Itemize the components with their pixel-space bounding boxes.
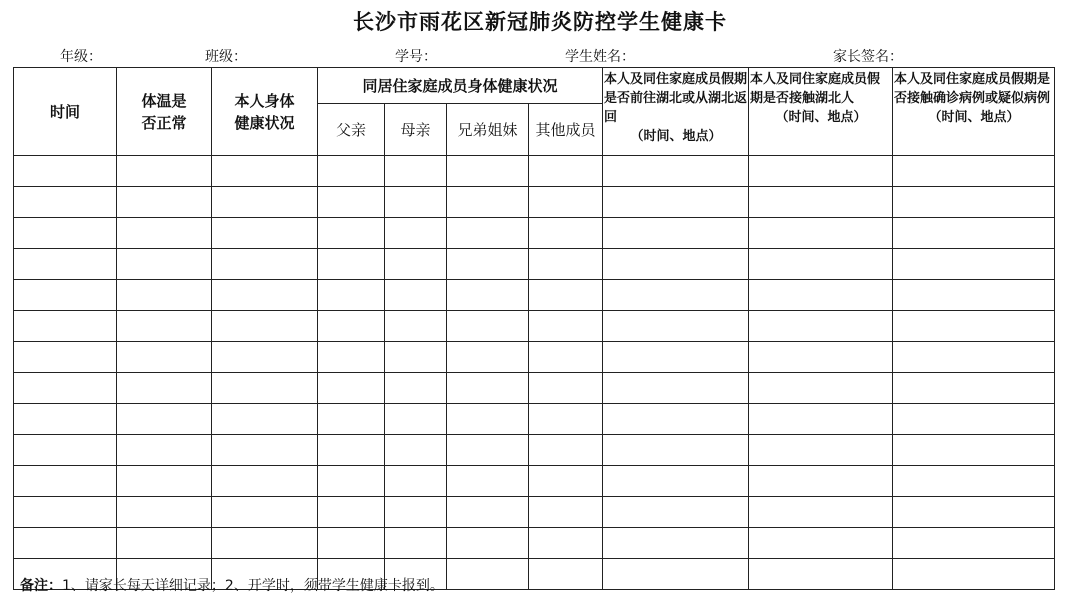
table-cell[interactable]: [749, 497, 893, 528]
table-cell[interactable]: [212, 404, 318, 435]
table-cell[interactable]: [447, 280, 529, 311]
table-cell[interactable]: [117, 404, 212, 435]
parent-sign-label: 家长签名：: [833, 49, 903, 65]
grade-label: 年级：: [60, 49, 102, 65]
table-cell[interactable]: [14, 435, 117, 466]
time-place-hint: （时间、地点）: [630, 129, 722, 144]
table-cell[interactable]: [603, 497, 749, 528]
table-cell[interactable]: [117, 373, 212, 404]
table-cell[interactable]: [529, 187, 603, 218]
table-row: [14, 497, 1055, 528]
col-case-contact-header: 本人及同住家庭成员假期是否接触确诊病例或疑似病例 （时间、地点）: [893, 68, 1055, 156]
table-cell[interactable]: [603, 187, 749, 218]
table-body: [14, 156, 1055, 590]
table-row: [14, 187, 1055, 218]
table-cell[interactable]: [749, 373, 893, 404]
table-cell[interactable]: [385, 528, 447, 559]
table-cell[interactable]: [117, 435, 212, 466]
table-cell[interactable]: [212, 311, 318, 342]
table-cell[interactable]: [529, 404, 603, 435]
table-cell[interactable]: [749, 404, 893, 435]
table-cell[interactable]: [14, 218, 117, 249]
table-cell[interactable]: [117, 156, 212, 187]
table-cell[interactable]: [318, 342, 385, 373]
table-cell[interactable]: [529, 342, 603, 373]
table-cell[interactable]: [749, 280, 893, 311]
table-cell[interactable]: [14, 156, 117, 187]
table-cell[interactable]: [14, 404, 117, 435]
table-cell[interactable]: [14, 466, 117, 497]
table-cell[interactable]: [318, 280, 385, 311]
table-cell[interactable]: [117, 187, 212, 218]
col-temperature-header: 体温是否正常: [117, 68, 212, 156]
table-row: [14, 466, 1055, 497]
table-cell[interactable]: [14, 342, 117, 373]
table-cell[interactable]: [212, 156, 318, 187]
table-cell[interactable]: [318, 373, 385, 404]
note-label: 备注：: [20, 578, 62, 594]
table-cell[interactable]: [385, 435, 447, 466]
table-row: [14, 404, 1055, 435]
table-cell[interactable]: [14, 373, 117, 404]
table-cell[interactable]: [447, 528, 529, 559]
table-row: [14, 528, 1055, 559]
time-place-hint: （时间、地点）: [775, 110, 867, 125]
table-cell[interactable]: [212, 249, 318, 280]
table-cell[interactable]: [117, 280, 212, 311]
table-cell[interactable]: [385, 249, 447, 280]
table-cell[interactable]: [117, 528, 212, 559]
table-cell[interactable]: [603, 435, 749, 466]
table-cell[interactable]: [447, 249, 529, 280]
table-cell[interactable]: [893, 311, 1055, 342]
table-row: [14, 373, 1055, 404]
col-time-header: 时间: [14, 68, 117, 156]
health-card-table: [13, 67, 1055, 590]
table-row: [14, 342, 1055, 373]
table-cell[interactable]: [447, 497, 529, 528]
table-cell[interactable]: [893, 249, 1055, 280]
table-cell[interactable]: [447, 435, 529, 466]
table-cell[interactable]: [318, 156, 385, 187]
col-hubei-contact-header: 本人及同住家庭成员假期是否接触湖北人 （时间、地点）: [749, 68, 893, 156]
table-cell[interactable]: [117, 497, 212, 528]
table-cell[interactable]: [14, 528, 117, 559]
table-cell[interactable]: [893, 404, 1055, 435]
footnote: [20, 575, 444, 595]
table-cell[interactable]: [749, 342, 893, 373]
col-family-health-header: 同居住家庭成员身体健康状况: [318, 68, 603, 104]
table-cell[interactable]: [385, 342, 447, 373]
table-cell[interactable]: [318, 218, 385, 249]
table-cell[interactable]: [14, 280, 117, 311]
student-name-label: 学生姓名：: [565, 49, 635, 65]
table-cell[interactable]: [212, 342, 318, 373]
table-row: [14, 435, 1055, 466]
table-cell[interactable]: [212, 435, 318, 466]
table-cell[interactable]: [603, 342, 749, 373]
table-cell[interactable]: [603, 311, 749, 342]
table-cell[interactable]: [447, 466, 529, 497]
table-cell[interactable]: [749, 249, 893, 280]
table-cell[interactable]: [893, 156, 1055, 187]
table-cell[interactable]: [893, 218, 1055, 249]
table-cell[interactable]: [529, 466, 603, 497]
table-cell[interactable]: [603, 528, 749, 559]
table-cell[interactable]: [385, 497, 447, 528]
table-cell[interactable]: [212, 187, 318, 218]
table-cell[interactable]: [318, 497, 385, 528]
table-cell[interactable]: [212, 373, 318, 404]
table-cell[interactable]: [749, 187, 893, 218]
sub-mother-header: 母亲: [385, 104, 447, 156]
table-cell[interactable]: [447, 373, 529, 404]
table-row: [14, 311, 1055, 342]
table-cell[interactable]: [893, 280, 1055, 311]
table-cell[interactable]: [893, 435, 1055, 466]
table-cell[interactable]: [529, 435, 603, 466]
sub-others-header: 其他成员: [529, 104, 603, 156]
table-cell[interactable]: [749, 311, 893, 342]
table-cell[interactable]: [893, 373, 1055, 404]
table-cell[interactable]: [385, 404, 447, 435]
table-cell[interactable]: [603, 156, 749, 187]
table-cell[interactable]: [318, 528, 385, 559]
table-cell[interactable]: [603, 373, 749, 404]
table-cell[interactable]: [749, 218, 893, 249]
table-cell[interactable]: [447, 156, 529, 187]
note-text: 1、请家长每天详细记录；2、开学时，须带学生健康卡报到。: [62, 578, 444, 594]
table-cell[interactable]: [14, 497, 117, 528]
table-cell[interactable]: [385, 156, 447, 187]
table-cell[interactable]: [117, 466, 212, 497]
table-cell[interactable]: [212, 218, 318, 249]
table-row: [14, 280, 1055, 311]
table-cell[interactable]: [529, 280, 603, 311]
table-cell[interactable]: [447, 187, 529, 218]
table-cell[interactable]: [14, 187, 117, 218]
table-cell[interactable]: [318, 435, 385, 466]
table-cell[interactable]: [212, 497, 318, 528]
table-cell[interactable]: [893, 497, 1055, 528]
table-cell[interactable]: [529, 311, 603, 342]
table-cell[interactable]: [385, 311, 447, 342]
table-cell[interactable]: [447, 404, 529, 435]
table-cell[interactable]: [529, 218, 603, 249]
table-cell[interactable]: [212, 466, 318, 497]
table-cell[interactable]: [117, 311, 212, 342]
table-cell[interactable]: [603, 404, 749, 435]
table-cell[interactable]: [447, 311, 529, 342]
table-cell[interactable]: [117, 218, 212, 249]
table-cell[interactable]: [318, 187, 385, 218]
table-row: [14, 156, 1055, 187]
table-cell[interactable]: [529, 528, 603, 559]
table-cell[interactable]: [893, 466, 1055, 497]
table-cell[interactable]: [385, 218, 447, 249]
table-cell[interactable]: [212, 528, 318, 559]
table-cell[interactable]: [447, 218, 529, 249]
table-row: [14, 218, 1055, 249]
table-cell[interactable]: [529, 249, 603, 280]
table-cell[interactable]: [447, 342, 529, 373]
table-cell[interactable]: [893, 342, 1055, 373]
table-cell[interactable]: [117, 342, 212, 373]
table-cell[interactable]: [385, 280, 447, 311]
page-title: 长沙市雨花区新冠肺炎防控学生健康卡: [353, 9, 727, 34]
table-cell[interactable]: [529, 497, 603, 528]
table-cell[interactable]: [318, 311, 385, 342]
time-place-hint: （时间、地点）: [928, 110, 1020, 125]
class-label: 班级：: [205, 49, 247, 65]
table-cell[interactable]: [385, 187, 447, 218]
table-cell[interactable]: [603, 466, 749, 497]
table-cell[interactable]: [318, 249, 385, 280]
table-cell[interactable]: [603, 249, 749, 280]
table-row: [14, 249, 1055, 280]
table-cell[interactable]: [603, 218, 749, 249]
table-cell[interactable]: [749, 466, 893, 497]
table-cell[interactable]: [749, 156, 893, 187]
table-cell[interactable]: [749, 435, 893, 466]
table-cell[interactable]: [318, 404, 385, 435]
table-cell[interactable]: [893, 187, 1055, 218]
table-cell[interactable]: [893, 528, 1055, 559]
table-cell[interactable]: [14, 311, 117, 342]
table-cell[interactable]: [603, 280, 749, 311]
table-cell[interactable]: [529, 373, 603, 404]
student-no-label: 学号：: [395, 49, 437, 65]
table-cell[interactable]: [212, 280, 318, 311]
col-hubei-travel-header: 本人及同住家庭成员假期是否前往湖北或从湖北返回 （时间、地点）: [603, 68, 749, 156]
table-cell[interactable]: [14, 249, 117, 280]
table-cell[interactable]: [749, 528, 893, 559]
col-self-health-header: 本人身体健康状况: [212, 68, 318, 156]
table-cell[interactable]: [117, 249, 212, 280]
sub-siblings-header: 兄弟姐妹: [447, 104, 529, 156]
table-cell[interactable]: [385, 466, 447, 497]
table-cell[interactable]: [385, 373, 447, 404]
sub-father-header: 父亲: [318, 104, 385, 156]
table-cell[interactable]: [318, 466, 385, 497]
table-cell[interactable]: [529, 156, 603, 187]
